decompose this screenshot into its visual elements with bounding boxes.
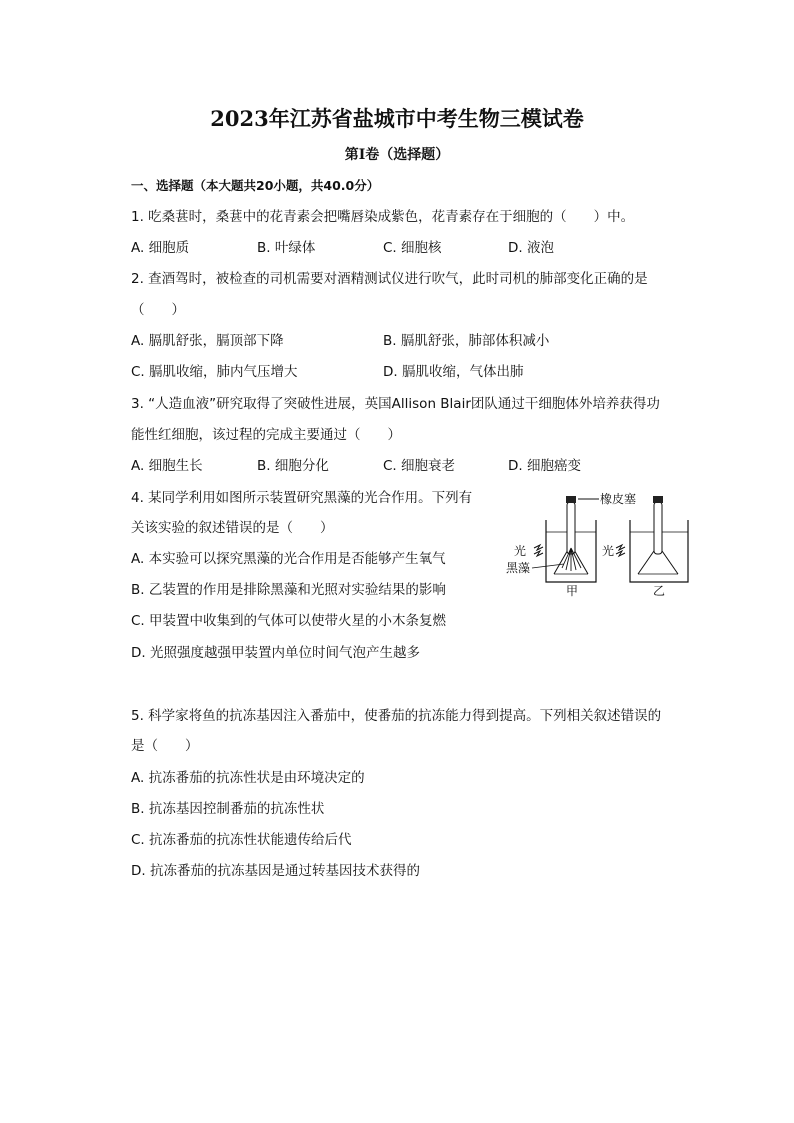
q2-stem-line1: 2. 查酒驾时，被检查的司机需要对酒精测试仪进行吹气，此时司机的肺部变化正确的是 <box>131 271 648 287</box>
algae-label: 黑藻 <box>506 561 531 575</box>
q4-apparatus-figure <box>498 484 703 599</box>
q4-stem-line1: 4. 某同学利用如图所示装置研究黑藻的光合作用。下列有 <box>131 490 473 506</box>
stopper-label: 橡皮塞 <box>600 492 637 506</box>
q3-option-a: A. 细胞生长 <box>131 458 203 474</box>
q2-option-b: B. 膈肌舒张，肺部体积减小 <box>383 333 550 349</box>
q1-option-a: A. 细胞质 <box>131 240 190 256</box>
q1-option-b: B. 叶绿体 <box>257 240 316 256</box>
q3-stem-line1: 3. “人造血液”研究取得了突破性进展，英国Allison Blair团队通过干细胞体外培养获得功 <box>131 396 660 412</box>
q3-option-b: B. 细胞分化 <box>257 458 329 474</box>
q2-option-a: A. 膈肌舒张，膈顶部下降 <box>131 333 284 349</box>
q2-option-d: D. 膈肌收缩，气体出肺 <box>383 364 524 380</box>
q3-stem-line2: 能性红细胞，该过程的完成主要通过（ ） <box>131 427 401 443</box>
apparatus-jia <box>534 496 596 582</box>
section-heading: 一、选择题（本大题共20小题，共40.0分） <box>131 178 380 193</box>
q4-option-b: B. 乙装置的作用是排除黑藻和光照对实验结果的影响 <box>131 582 446 598</box>
page-title: 2023年江苏省盐城市中考生物三模试卷 <box>210 106 584 131</box>
q2-option-c: C. 膈肌收缩，肺内气压增大 <box>131 364 298 380</box>
page-subtitle: 第I卷（选择题） <box>344 147 450 163</box>
q4-option-c: C. 甲装置中收集到的气体可以使带火星的小木条复燃 <box>131 613 447 629</box>
apparatus-yi-label: 乙 <box>653 584 666 598</box>
light-label-yi: 光 <box>602 544 615 558</box>
q4-option-d: D. 光照强度越强甲装置内单位时间气泡产生越多 <box>131 645 420 661</box>
q4-stem-line2: 关该实验的叙述错误的是（ ） <box>131 520 334 536</box>
q3-option-c: C. 细胞衰老 <box>383 458 456 474</box>
q4-option-a: A. 本实验可以探究黑藻的光合作用是否能够产生氧气 <box>131 551 446 567</box>
q2-stem-line2: （ ） <box>131 302 185 318</box>
q1-option-c: C. 细胞核 <box>383 240 442 256</box>
q3-option-d: D. 细胞癌变 <box>508 458 581 474</box>
q5-stem-line2: 是（ ） <box>131 738 199 754</box>
q1-stem: 1. 吃桑葚时，桑葚中的花青素会把嘴唇染成紫色，花青素存在于细胞的（ ）中。 <box>131 209 635 225</box>
q5-option-c: C. 抗冻番茄的抗冻性状能遗传给后代 <box>131 832 352 848</box>
q5-stem-line1: 5. 科学家将鱼的抗冻基因注入番茄中，使番茄的抗冻能力得到提高。下列相关叙述错误的 <box>131 708 662 724</box>
q5-option-d: D. 抗冻番茄的抗冻基因是通过转基因技术获得的 <box>131 863 420 879</box>
algae-pointer-line <box>532 564 564 568</box>
light-label-jia: 光 <box>514 544 527 558</box>
apparatus-yi <box>616 496 688 582</box>
q1-option-d: D. 液泡 <box>508 240 554 256</box>
q5-option-a: A. 抗冻番茄的抗冻性状是由环境决定的 <box>131 770 365 786</box>
q5-option-b: B. 抗冻基因控制番茄的抗冻性状 <box>131 801 325 817</box>
apparatus-jia-label: 甲 <box>566 584 579 598</box>
